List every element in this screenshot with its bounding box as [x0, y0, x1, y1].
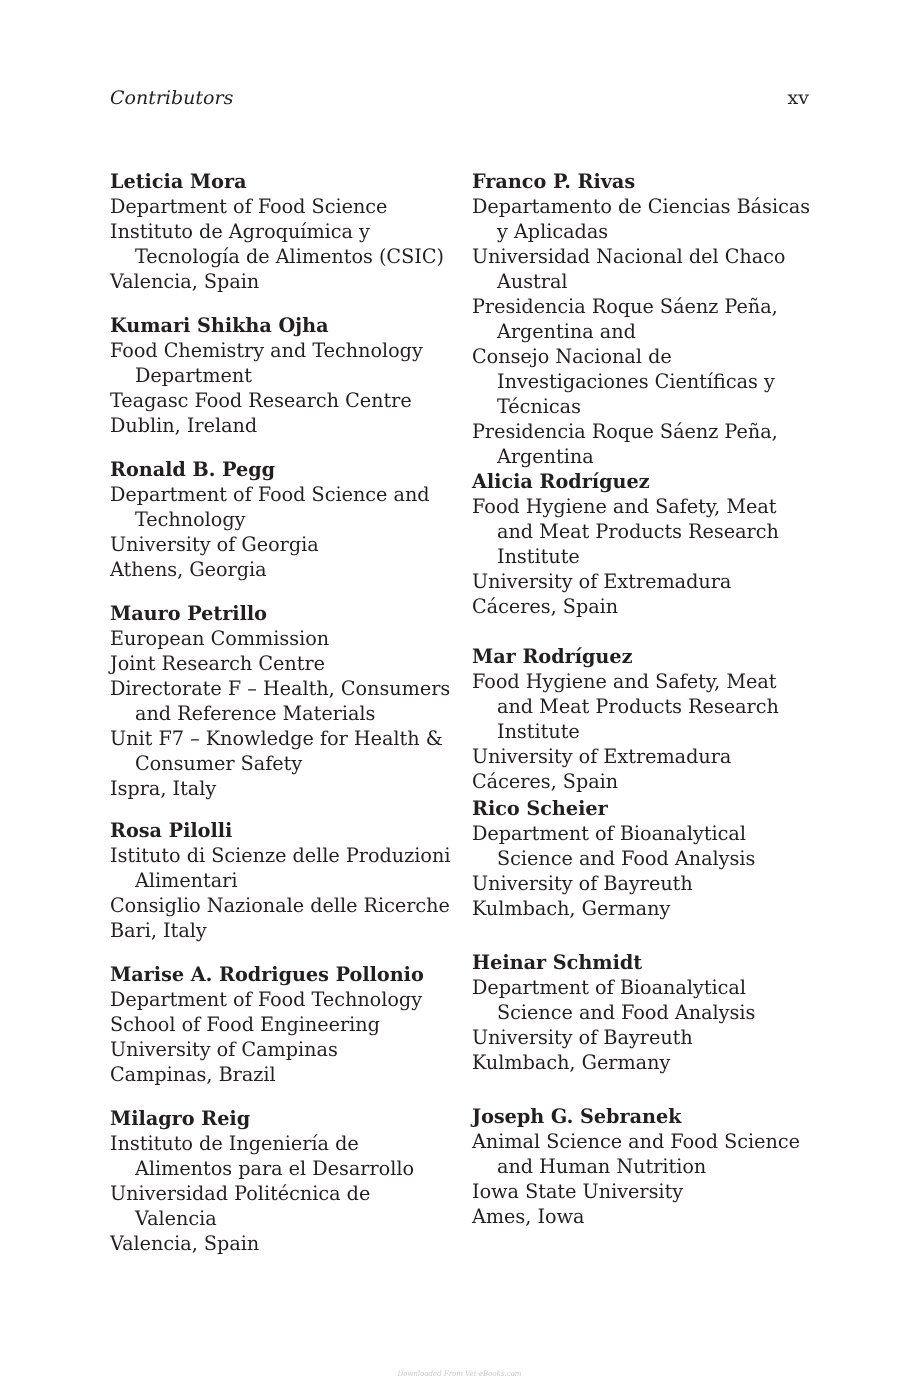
affiliation-line: Food Chemistry and Technology Department	[110, 339, 423, 387]
contributor-entry	[472, 469, 817, 644]
running-header-title: Contributors	[110, 87, 234, 109]
contributor-name: Marise A. Rodrigues Pollonio	[110, 963, 424, 986]
affiliation-line: Teagasc Food Research Centre	[110, 389, 412, 412]
affiliation-line: University of Extremadura	[472, 745, 732, 768]
contributor-entry	[110, 962, 455, 1106]
contributor-entry	[110, 313, 455, 457]
affiliation-line: Department of Food Technology	[110, 988, 423, 1011]
contributor-entry	[110, 169, 455, 313]
affiliation-line: Department of Bioanalytical Science and Food Analysis	[472, 976, 756, 1024]
affiliation-line: Joint Research Centre	[110, 652, 325, 675]
affiliation-line: European Commission	[110, 627, 330, 650]
contributor-entry	[110, 818, 455, 962]
affiliation-line: Cáceres, Spain	[472, 595, 619, 618]
affiliation-line: Ames, Iowa	[472, 1205, 585, 1228]
contributors-column-right	[472, 169, 817, 1229]
affiliation-line: Cáceres, Spain	[472, 770, 619, 793]
contributor-name: Leticia Mora	[110, 170, 247, 193]
contributor-entry	[472, 169, 817, 469]
affiliation-line: Instituto de Agroquímica y Tecnología de Alimentos (CSIC)	[110, 220, 445, 268]
affiliation-line: Valencia, Spain	[110, 270, 260, 293]
affiliation-line: Universidad Nacional del Chaco Austral	[472, 245, 786, 293]
contributor-entry	[472, 950, 817, 1104]
contributor-name: Franco P. Rivas	[472, 170, 636, 193]
contributor-entry	[110, 601, 455, 818]
affiliation-line: Departamento de Ciencias Básicas y Aplicadas	[472, 195, 811, 243]
affiliation-line: Department of Bioanalytical Science and Food Analysis	[472, 822, 756, 870]
contributor-entry	[110, 1106, 455, 1256]
affiliation-line: Food Hygiene and Safety, Meat and Meat Products Research Institute	[472, 670, 779, 743]
affiliation-line: Campinas, Brazil	[110, 1063, 276, 1086]
contributor-name: Ronald B. Pegg	[110, 458, 276, 481]
affiliation-line: Kulmbach, Germany	[472, 1051, 671, 1074]
page-number: xv	[787, 87, 809, 109]
affiliation-line: Instituto de Ingeniería de Alimentos para el Desarrollo	[110, 1132, 415, 1180]
affiliation-line: Department of Food Science and Technology	[110, 483, 430, 531]
contributor-entry	[110, 457, 455, 601]
affiliation-line: Valencia, Spain	[110, 1232, 260, 1255]
contributor-name: Alicia Rodríguez	[472, 470, 650, 493]
affiliation-line: Presidencia Roque Sáenz Peña, Argentina	[472, 420, 778, 468]
affiliation-line: Dublin, Ireland	[110, 414, 258, 437]
contributor-entry	[472, 1104, 817, 1229]
contributor-name: Heinar Schmidt	[472, 951, 643, 974]
contributor-name: Kumari Shikha Ojha	[110, 314, 329, 337]
affiliation-line: Bari, Italy	[110, 919, 207, 942]
affiliation-line: School of Food Engineering	[110, 1013, 380, 1036]
contributor-name: Milagro Reig	[110, 1107, 251, 1130]
affiliation-line: Department of Food Science	[110, 195, 388, 218]
affiliation-line: Ispra, Italy	[110, 777, 217, 800]
affiliation-line: Istituto di Scienze delle Produzioni Alimentari	[110, 844, 451, 892]
affiliation-line: Directorate F – Health, Consumers and Reference Materials	[110, 677, 451, 725]
contributor-name: Rosa Pilolli	[110, 819, 233, 842]
contributor-name: Mar Rodríguez	[472, 645, 633, 668]
affiliation-line: University of Bayreuth	[472, 1026, 693, 1049]
affiliation-line: Food Hygiene and Safety, Meat and Meat Products Research Institute	[472, 495, 779, 568]
affiliation-line: University of Georgia	[110, 533, 319, 556]
contributors-column-left	[110, 169, 455, 1256]
contributor-name: Mauro Petrillo	[110, 602, 267, 625]
contributor-entry	[472, 644, 817, 796]
contributor-name: Joseph G. Sebranek	[472, 1105, 682, 1128]
contributor-entry	[472, 796, 817, 950]
affiliation-line: University of Bayreuth	[472, 872, 693, 895]
affiliation-line: Unit F7 – Knowledge for Health & Consumer Safety	[110, 727, 443, 775]
affiliation-line: Animal Science and Food Science and Human Nutrition	[472, 1130, 800, 1178]
affiliation-line: Presidencia Roque Sáenz Peña, Argentina and	[472, 295, 778, 343]
affiliation-line: University of Extremadura	[472, 570, 732, 593]
affiliation-line: Athens, Georgia	[110, 558, 267, 581]
affiliation-line: Iowa State University	[472, 1180, 684, 1203]
affiliation-line: Consiglio Nazionale delle Ricerche	[110, 894, 450, 917]
contributor-name: Rico Scheier	[472, 797, 608, 820]
affiliation-line: Consejo Nacional de Investigaciones Científicas y Técnicas	[472, 345, 775, 418]
affiliation-line: Universidad Politécnica de Valencia	[110, 1182, 371, 1230]
affiliation-line: Kulmbach, Germany	[472, 897, 671, 920]
affiliation-line: University of Campinas	[110, 1038, 338, 1061]
download-watermark: Downloaded From Vet-eBooks.com	[397, 1370, 522, 1378]
